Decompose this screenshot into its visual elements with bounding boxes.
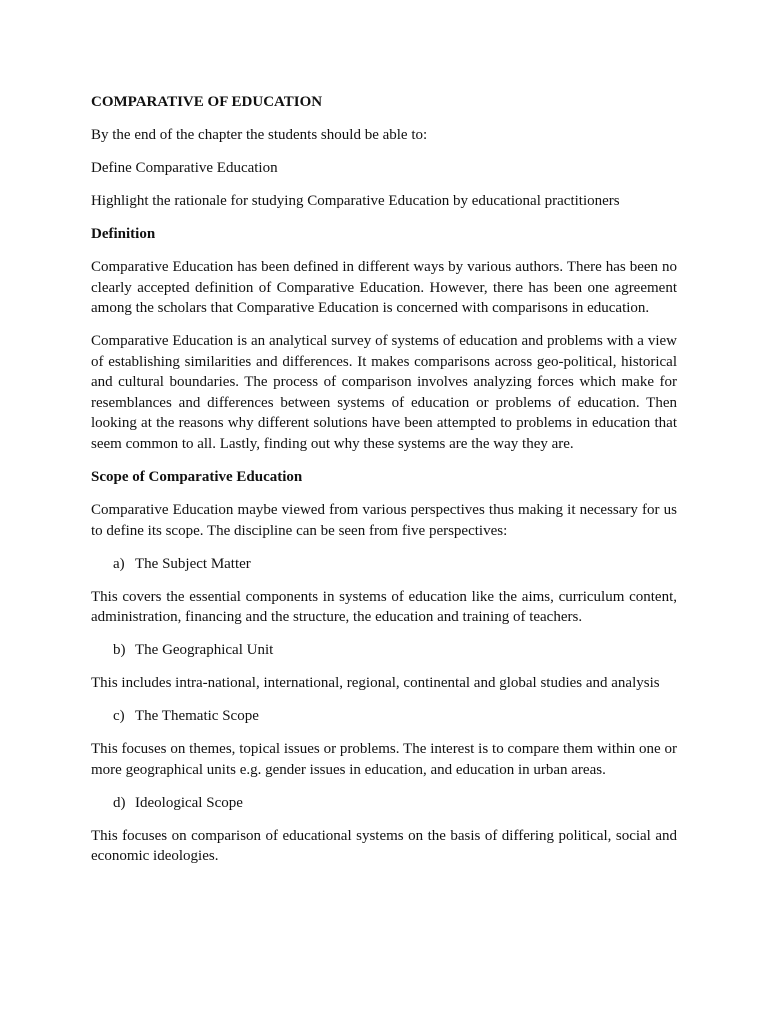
perspective-title: The Thematic Scope	[135, 708, 259, 725]
perspective-description: This focuses on comparison of educational systems on the basis of differing political, social and economic ideologies.	[91, 827, 677, 865]
definition-paragraph: Comparative Education is an analytical survey of systems of education and problems with a view of establishing similarities and differences. It makes comparisons across geo-political, historical and cultural boundaries. The process of comparison involves analyzing forces which make for resemblances and differences between systems of education or problems of education. Then looking at the reasons why different solutions have been attempted to problems in education that seem common to all. Lastly, finding out why these systems are the way they are.	[91, 333, 677, 453]
document-title: COMPARATIVE OF EDUCATION	[91, 94, 323, 110]
list-marker: c)	[113, 708, 125, 725]
list-marker: b)	[113, 642, 126, 659]
list-marker: d)	[113, 794, 126, 811]
perspective-description: This focuses on themes, topical issues or problems. The interest is to compare them within one or more geographical units e.g. gender issues in education, and education in urban areas.	[91, 741, 677, 778]
perspective-description: This includes intra-national, international, regional, continental and global studies and analysis	[91, 675, 660, 692]
definition-heading: Definition	[91, 225, 156, 242]
perspective-list-item	[91, 706, 677, 727]
objective-item: Highlight the rationale for studying Comparative Education by educational practitioners	[91, 192, 620, 209]
objective-item: Define Comparative Education	[91, 159, 278, 176]
perspective-list-item	[91, 640, 677, 661]
perspective-list-item	[91, 554, 677, 575]
scope-intro-paragraph: Comparative Education maybe viewed from various perspectives thus making it necessary for us to define its scope. The discipline can be seen from five perspectives:	[91, 502, 677, 539]
perspective-description: This covers the essential components in systems of education like the aims, curriculum content, administration, financing and the structure, the education and training of teachers.	[91, 588, 677, 626]
perspective-list-item	[91, 793, 677, 814]
definition-paragraph: Comparative Education has been defined in different ways by various authors. There has been no clearly accepted definition of Comparative Education. However, there has been one agreement among the scholars that Comparative Education is concerned with comparisons in education.	[91, 258, 677, 317]
perspective-title: The Geographical Unit	[135, 642, 274, 659]
document-page	[91, 92, 677, 879]
list-marker: a)	[113, 555, 125, 572]
scope-heading: Scope of Comparative Education	[91, 469, 303, 486]
intro-paragraph: By the end of the chapter the students should be able to:	[91, 126, 428, 143]
perspective-title: The Subject Matter	[135, 555, 251, 572]
perspective-title: Ideological Scope	[135, 794, 243, 811]
